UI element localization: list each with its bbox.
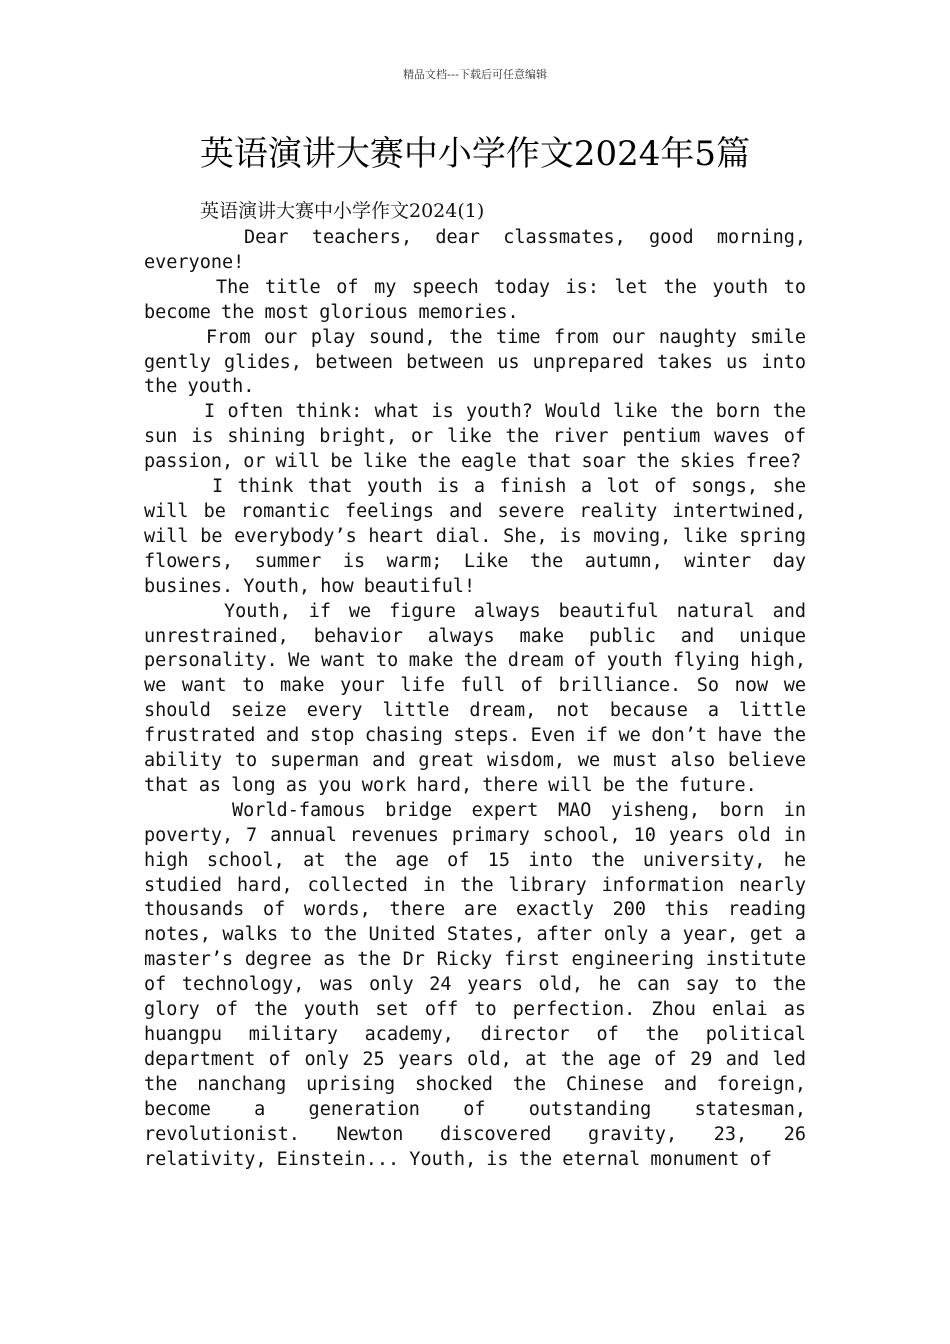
paragraph: From our play sound, the time from our naughty smile gently glides, between between us unprepared takes us into the youth. [144,326,806,398]
paragraph: World-famous bridge expert MAO yisheng, born in poverty, 7 annual revenues primary school, 10 years old in high school, at the age of 15 into the university, he studied hard, collected in the library information nearly thousands of words, there are exactly 200 this reading notes, walks to the United States, after only a year, get a master’s degree as the Dr Ricky first engineering institute of technology, was only 24 years old, he can say to the glory of the youth set off to perfection. Zhou enlai as huangpu military academy, director of the political department of only 25 years old, at the age of 29 and led the nanchang uprising shocked the Chinese and foreign, become a generation of outstanding statesman, revolutionist. Newton discovered gravity, 23, 26 relativity, Einstein... Youth, is the eternal monument of [144,799,806,1170]
document-title: 英语演讲大赛中小学作文2024年5篇 [199,134,751,174]
paragraph-greeting: Dear teachers, dear classmates, good morning, everyone! [144,227,806,273]
paragraph: I think that youth is a finish a lot of songs, she will be romantic feelings and severe reality intertwined, will be everybody’s heart dial. She, is moving, like spring flowers, summer is warm; Like the autumn, winter day busines. Youth, how beautiful! [144,476,806,597]
section-heading: 英语演讲大赛中小学作文2024(1) [200,200,485,222]
document-body [144,198,806,1172]
header-note: 精品文档---下载后可任意编辑 [403,68,547,81]
paragraph-title-intro: The title of my speech today is: let the youth to become the most glorious memories. [144,276,806,323]
paragraph: I often think: what is youth? Would like the born the sun is shining bright, or like the river pentium waves of passion, or will be like the eagle that soar the skies free? [144,401,806,473]
paragraph: Youth, if we figure always beautiful natural and unrestrained, behavior always make public and unique personality. We want to make the dream of youth flying high, we want to make your life full of brilliance. So now we should seize every little dream, not because a little frustrated and stop chasing steps. Even if we don’t have the ability to superman and great wisdom, we must also believe that as long as you work hard, there will be the future. [144,600,806,796]
